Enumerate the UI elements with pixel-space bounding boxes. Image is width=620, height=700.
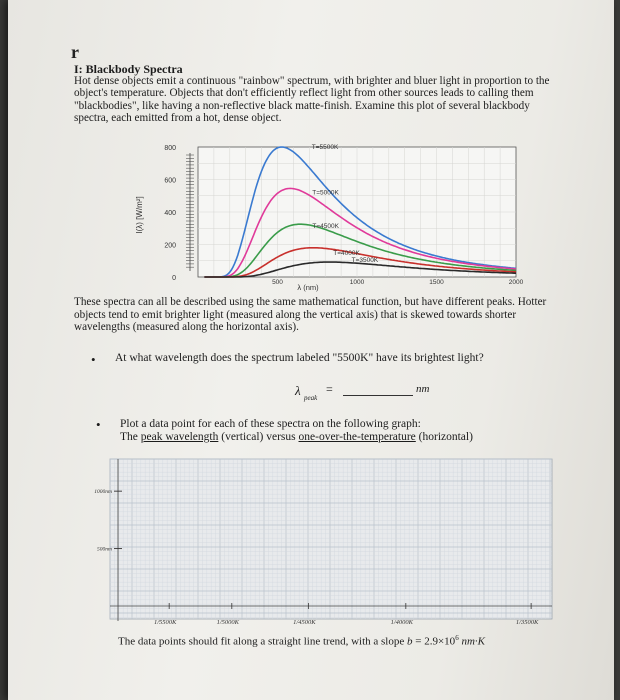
chart-x-tick-label: 1000 [349, 279, 365, 286]
graph-paper-x-label: 1/5000K [216, 619, 240, 626]
chart-x-tick-label: 500 [272, 279, 283, 286]
curve-label: T=5000K [312, 189, 339, 197]
graph-paper-y-label: 1000nm [94, 489, 112, 496]
chart-ylabel: I(λ) [W/m²] [135, 196, 144, 234]
section-title: I: Blackbody Spectra [74, 62, 183, 76]
chart-y-tick-label: 200 [164, 242, 176, 250]
chart-y-tick-label: 0 [172, 275, 176, 282]
bullet-icon: • [96, 417, 101, 432]
graph-paper-plot[interactable] [8, 0, 614, 700]
slope-value: 2.9×10 [424, 635, 456, 648]
curve-label: T=5500K [311, 144, 339, 151]
lambda-symbol: λ [295, 383, 301, 398]
q2-underlined-one-over-temperature: one-over-the-temperature [298, 431, 416, 443]
margin-mark: r [71, 42, 79, 62]
graph-paper-y-label: 500nm [97, 546, 112, 553]
slope-exponent: 6 [455, 634, 459, 642]
graph-paper-x-label: 1/5500K [153, 619, 177, 626]
q2-suffix: (horizontal) [415, 431, 473, 443]
q2-mid: (vertical) versus [218, 431, 299, 443]
description-paragraph: These spectra can all be described using the same mathematical function, but have different peaks. Hotter objects tend to emit brighter light (measured along the vertical axis) that is skewed towards shorter wavelengths (measured along the horizontal axis). [74, 296, 547, 334]
slope-equals: = [412, 635, 425, 648]
chart-y-tick-label: 400 [164, 210, 176, 217]
chart-y-tick-label: 800 [164, 145, 176, 152]
slope-unit: nm·K [461, 635, 485, 648]
intro-paragraph: Hot dense objects emit a continuous "rainbow" spectrum, with brighter and bluer light in proportion to the object's temperature. Objects that don't efficiently reflect light from other sources leads to calling them "blackbodies", like having a non-reflective black matte-finish. Examine this plot of several blackbody spectra, each emitted from a hot, dense object. [74, 75, 550, 125]
graph-paper-x-label: 1/4500K [293, 619, 316, 626]
chart-x-tick-label: 1500 [429, 279, 444, 286]
graph-paper-x-label: 1/3500K [515, 619, 539, 626]
question-1-text: At what wavelength does the spectrum labeled "5500K" have its brightest light? [115, 352, 484, 364]
slope-variable: b [407, 635, 413, 648]
unit-nm: nm [416, 383, 430, 395]
curve-label: T=4500K [312, 223, 339, 231]
chart-x-tick-label: 2000 [508, 279, 524, 286]
graph-paper-x-label: 1/4000K [390, 619, 414, 626]
q2-underlined-peak-wavelength: peak wavelength [140, 431, 219, 443]
curve-label: T=4000K [333, 249, 360, 257]
peak-subscript: peak [304, 394, 318, 402]
worksheet-page [8, 0, 614, 700]
bullet-icon: • [91, 352, 96, 367]
curve-label: T=3500K [351, 257, 379, 265]
slope-note-text: The data points should fit along a straight line trend, with a slope [118, 635, 407, 648]
q2-prefix: The [120, 431, 141, 443]
chart-y-tick-label: 600 [164, 177, 176, 185]
equals-sign: = [326, 382, 333, 396]
question-2-line-1: Plot a data point for each of these spectra on the following graph: [120, 418, 421, 430]
chart-xlabel: λ (nm) [297, 283, 319, 292]
slope-note [118, 634, 485, 648]
